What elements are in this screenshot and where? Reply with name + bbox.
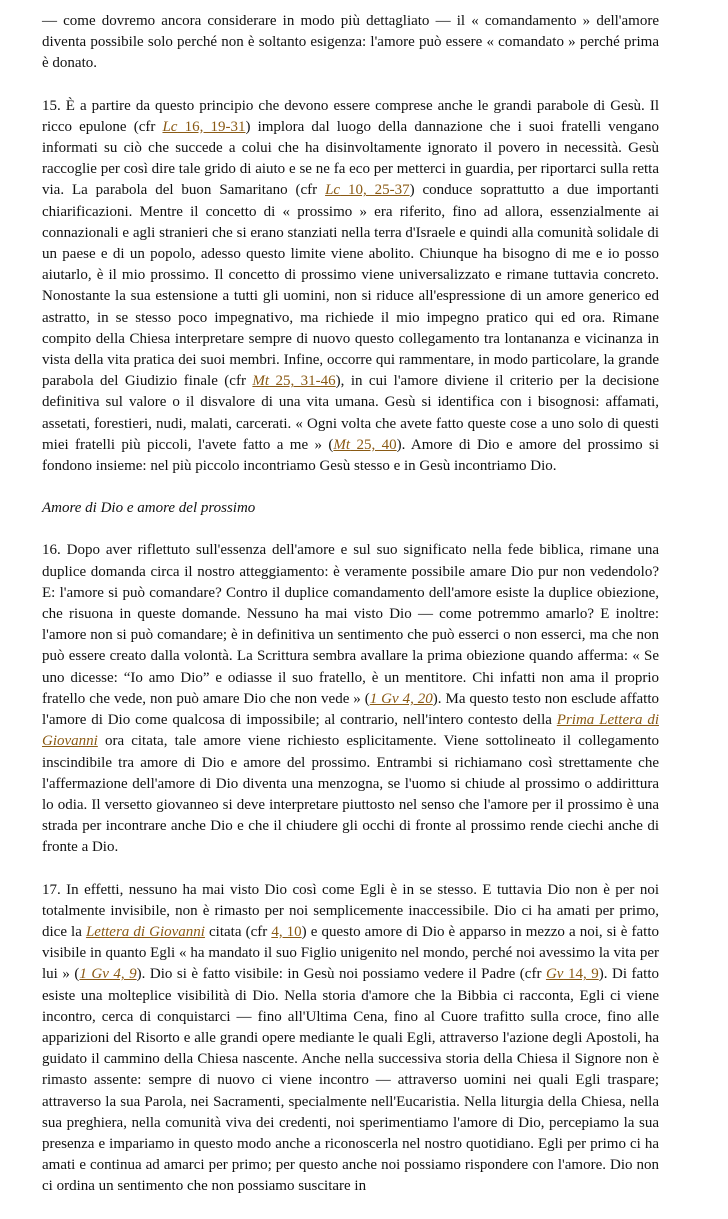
paragraph-16: [42, 540, 659, 858]
link-gv-14-9[interactable]: [546, 966, 599, 982]
link-lc-10-25-37[interactable]: [325, 182, 410, 198]
paragraph-17-text: ). Dio si è fatto visibile: in Gesù noi possiamo vedere il Padre (cfr: [136, 966, 546, 983]
link-lc-16-19-31[interactable]: [162, 119, 245, 135]
paragraph-16-text: 16. Dopo aver riflettuto sull'essenza dell'amore e sul suo significato nella fede biblica, rimane una duplice domanda circa il nostro atteggiamento: è veramente possibile amare Dio pur non vedendolo? E: l'amore si può comandare? Contro il duplice comandamento dell'amore esiste la duplice obiezione, che risuona in queste domande. Nessuno ha mai visto Dio — come potremmo amarlo? E inoltre: l'amore non si può comandare; è in definitiva un sentimento che può esserci o non esserci, ma che non può essere creato dalla volontà. La Scrittura sembra avallare la prima obiezione quando afferma: « Se uno dicesse: “Io amo Dio” e odiasse il suo fratello, è un mentitore. Chi infatti non ama il proprio fratello che vede, non può amare Dio che non vede » (: [42, 542, 659, 707]
link-mt-25-40-ref: 25, 40: [350, 436, 397, 453]
link-prima-lettera-di-giovanni[interactable]: Prima Lettera di Giovanni: [42, 712, 659, 750]
section-heading: Amore di Dio e amore del prossimo: [42, 500, 256, 517]
link-gv-14-9-book: Gv: [545, 966, 564, 983]
paragraph-15-text: ) conduce soprattutto a due importanti chiarificazioni. Mentre il concetto di « prossimo » era riferito, fino ad allora, essenzialmente ai connazionali e agli stranieri che si erano stanziati nella terra d'Israele e quindi alla comunità solidale di un paese e di un popolo, adesso questo limite viene abolito. Chiunque ha bisogno di me e io posso aiutarlo, è il mio prossimo. Il concetto di prossimo viene universalizzato e rimane tuttavia concreto. Nonostante la sua estensione a tutti gli uomini, non si riduce all'espressione di un amore generico ed astratto, in se stesso poco impegnativo, ma richiede il mio impegno pratico qui ed ora. Rimane compito della Chiesa interpretare sempre di nuovo questo collegamento tra lontananza e vicinanza in vista della vita pratica dei suoi membri. Infine, occorre qui rammentare, in modo particolare, la grande parabola del Giudizio finale (cfr: [42, 182, 659, 390]
paragraph-16-text: ora citata, tale amore viene richiesto esplicitamente. Viene sottolineato il collegamento inscindibile tra amore di Dio e amore del prossimo. Entrambi si richiamano così strettamente che l'affermazione dell'amore di Dio diventa una menzogna, se l'uomo si chiude al prossimo o addirittura lo odia. Il versetto giovanneo si deve interpretare piuttosto nel senso che l'amore per il prossimo è una strada per incontrare anche Dio e che il chiudere gli occhi di fronte al prossimo rende ciechi anche di fronte a Dio.: [42, 733, 659, 856]
paragraph-15-text: ). Amore di Dio e amore del prossimo si fondono insieme: nel più piccolo incontriamo Gesù stesso e in Gesù incontriamo Dio.: [42, 436, 659, 475]
link-gv-14-9-ref: 14, 9: [563, 966, 599, 983]
link-mt-25-31-46-book: Mt: [252, 373, 270, 390]
intro-paragraph: — come dovremo ancora considerare in modo più dettagliato — il « comandamento » dell'amore diventa possibile solo perché non è soltanto esigenza: l'amore può essere « comandato » perché prima è donato.: [42, 13, 659, 72]
link-1gv-4-9[interactable]: 1 Gv 4, 9: [79, 966, 137, 983]
paragraph-17-text: 17. In effetti, nessuno ha mai visto Dio così come Egli è in se stesso. E tuttavia Dio non è per noi totalmente invisibile, non è rimasto per noi semplicemente inaccessibile. Dio ci ha amati per primo, dice la: [42, 881, 659, 940]
paragraph-17-text: ). Di fatto esiste una molteplice visibilità di Dio. Nella storia d'amore che la Bibbia ci racconta, Egli ci viene incontro, cerca di conquistarci — fino all'Ultima Cena, fino al Cuore trafitto sulla croce, fino alle apparizioni del Risorto e alle grandi opere mediante le quali Egli, attraverso l'azione degli Apostoli, ha guidato il cammino della Chiesa nascente. Anche nella successiva storia della Chiesa il Signore non è rimasto assente: sempre di nuovo ci viene incontro — attraverso uomini nei quali Egli traspare; attraverso la sua Parola, nei Sacramenti, specialmente nell'Eucaristia. Nella liturgia della Chiesa, nella sua preghiera, nella comunità viva dei credenti, noi sperimentiamo l'amore di Dio, percepiamo la sua presenza e impariamo in questo modo anche a riconoscerla nel nostro quotidiano. Egli per primo ci ha amati e continua ad amarci per primo; per questo anche noi possiamo rispondere con l'amore. Dio non ci ordina un sentimento che non possiamo suscitare in: [42, 966, 659, 1195]
paragraph-15: [42, 96, 659, 478]
paragraph-16-text: ). Ma questo testo non esclude affatto l'amore di Dio come qualcosa di impossibile; al contrario, nell'intero contesto della: [42, 690, 659, 729]
link-lettera-di-giovanni[interactable]: Lettera di Giovanni: [85, 923, 205, 940]
link-mt-25-40[interactable]: [333, 437, 396, 453]
link-mt-25-31-46-ref: 25, 31-46: [269, 373, 336, 390]
paragraph-17-text: citata (cfr: [204, 923, 272, 940]
link-lc-10-25-37-ref: 10, 25-37: [340, 182, 410, 199]
link-lc-16-19-31-book: Lc: [162, 118, 178, 135]
link-1gv-4-20[interactable]: 1 Gv 4, 20: [369, 690, 433, 707]
link-lc-16-19-31-ref: 16, 19-31: [177, 118, 246, 135]
link-mt-25-31-46[interactable]: [252, 373, 335, 389]
document-page: [42, 11, 659, 1219]
paragraph-15-text: ), in cui l'amore diviene il criterio per la decisione definitiva sul valore o il disvalore di una vita umana. Gesù si identifica con i bisognosi: affamati, assetati, forestieri, nudi, malati, carcerati. « Ogni volta che avete fatto queste cose a uno solo di questi miei fratelli più piccoli, l'avete fatto a me » (: [42, 373, 659, 453]
paragraph-15-text: 15. È a partire da questo principio che devono essere comprese anche le grandi parabole di Gesù. Il ricco epulone (cfr: [42, 97, 659, 135]
link-lc-10-25-37-book: Lc: [325, 182, 341, 199]
link-4-10[interactable]: 4, 10: [271, 923, 302, 940]
paragraph-17-text: ) e questo amore di Dio è apparso in mezzo a noi, si è fatto visibile in quanto Egli « ha mandato il suo Figlio unigenito nel mondo, perché noi avessimo la vita per lui » (: [42, 923, 660, 983]
link-mt-25-40-book: Mt: [333, 436, 351, 453]
paragraph-17: [42, 880, 659, 1198]
paragraph-15-text: ) implora dal luogo della dannazione che i suoi fratelli vengano informati su ciò che succede a colui che ha disinvoltamente ignorato il povero in necessità. Gesù raccoglie per così dire tale grido di aiuto e se ne fa eco per metterci in guardia, per riportarci sulla retta via. La parabola del buon Samaritano (cfr: [42, 118, 660, 199]
